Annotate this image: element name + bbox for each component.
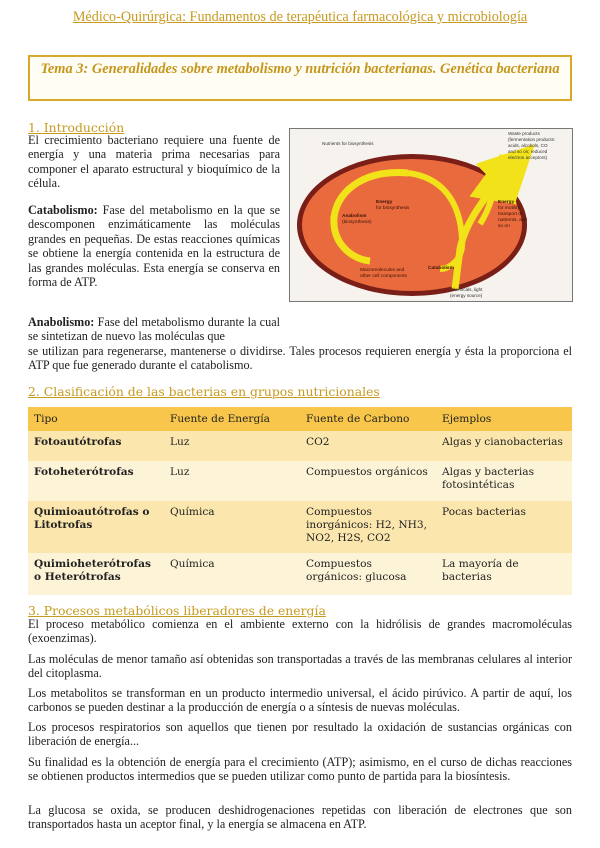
label-energy-motility-3: transport of bbox=[498, 212, 523, 217]
label-macromolecules-2: other cell components bbox=[360, 274, 407, 279]
process-paragraph-4: Los procesos respiratorios son aquellos que tienen por resultado la oxidación de sustancias orgánicas con liberación de energía... bbox=[28, 720, 572, 749]
section-heading-processes: 3. Procesos metabólicos liberadores de energía bbox=[28, 603, 326, 618]
cell-energia: Luz bbox=[164, 461, 300, 501]
cell-carbono: Compuestos inorgánicos: H2, NH3, NO2, H2S, CO2 bbox=[300, 501, 436, 553]
cell-carbono: Compuestos orgánicos: glucosa bbox=[300, 553, 436, 595]
cell-ejemplos: Algas y cianobacterias bbox=[436, 431, 572, 461]
table-header-row bbox=[28, 407, 572, 431]
label-chemicals-1: Chemicals, light bbox=[450, 287, 483, 292]
anabolism-continuation: se utilizan para regenerarse, mantenerse o dividirse. Tales procesos requieren energía y ésta la proporciona el ATP que fue generado durante el catabolismo. bbox=[28, 344, 572, 373]
catabolism-definition: Fase del metabolismo en la que se descomponen enzimáticamente las moléculas grandes en pequeñas. De estas reacciones químicas se obtiene la energía contenida en la estructura de las grandes moléculas. Esta energía se conserva en forma de ATP. bbox=[28, 203, 280, 289]
anabolism-paragraph bbox=[28, 315, 280, 344]
label-waste-3: acids, alcohols, CO bbox=[508, 143, 548, 148]
table-row bbox=[28, 553, 572, 595]
label-waste-4: and so on; reduced bbox=[508, 149, 548, 154]
label-nutrients: Nutrients for biosynthesis bbox=[322, 141, 374, 146]
nutritional-groups-table bbox=[28, 407, 572, 595]
process-paragraph-5: Su finalidad es la obtención de energía para el crecimiento (ATP); asimismo, en el curso de dichas reacciones se obtienen productos intermedios que se pueden utilizar como punto de partida para la biosíntesis. bbox=[28, 755, 572, 784]
cell-carbono: CO2 bbox=[300, 431, 436, 461]
metabolism-diagram bbox=[289, 128, 573, 302]
label-waste-2: (fermentation products: bbox=[508, 137, 556, 142]
cell-energia: Química bbox=[164, 553, 300, 595]
label-energy-bio-2: for biosynthesis bbox=[376, 206, 410, 211]
label-anabolism-1: Anabolism bbox=[342, 214, 367, 219]
process-paragraph-2: Las moléculas de menor tamaño así obtenidas son transportadas a través de las membranas celulares al interior del citoplasma. bbox=[28, 652, 572, 681]
catabolism-term: Catabolismo: bbox=[28, 203, 98, 217]
column-header-ejemplos: Ejemplos bbox=[436, 407, 572, 431]
topic-title-box: Tema 3: Generalidades sobre metabolismo y nutrición bacterianas. Genética bacteriana bbox=[28, 55, 572, 101]
label-macromolecules-1: Macromolecules and bbox=[360, 268, 405, 273]
label-anabolism-2: (biosynthesis) bbox=[342, 220, 372, 225]
cell-tipo: Fotoautótrofas bbox=[28, 431, 164, 461]
cell-ejemplos: La mayoría de bacterias bbox=[436, 553, 572, 595]
cell-tipo: Quimioheterótrofas o Heterótrofas bbox=[28, 553, 164, 595]
cell-energia: Química bbox=[164, 501, 300, 553]
column-header-tipo: Tipo bbox=[28, 407, 164, 431]
section-heading-introduction: 1. Introducción bbox=[28, 120, 125, 135]
label-chemicals-2: (energy source) bbox=[450, 293, 483, 298]
intro-paragraph: El crecimiento bacteriano requiere una fuente de energía y una materia prima necesarias para componer el aparato estructural y bioquímico de la célula. bbox=[28, 133, 280, 191]
table-row bbox=[28, 431, 572, 461]
process-paragraph-3: Los metabolitos se transforman en un producto intermedio universal, el ácido pirúvico. A partir de aquí, los carbonos se pueden destinar a la producción de energía o a síntesis de nuevas moléculas. bbox=[28, 686, 572, 715]
label-energy-motility-4: nutrients, and bbox=[498, 218, 528, 223]
column-header-energia: Fuente de Energía bbox=[164, 407, 300, 431]
section-heading-classification: 2. Clasificación de las bacterias en grupos nutricionales bbox=[28, 384, 380, 399]
process-paragraph-1: El proceso metabólico comienza en el ambiente externo con la hidrólisis de grandes macromoléculas (exoenzimas). bbox=[28, 617, 572, 646]
cell-energia: Luz bbox=[164, 431, 300, 461]
cell-tipo: Quimioautótrofas o Litotrofas bbox=[28, 501, 164, 553]
cell-ejemplos: Pocas bacterias bbox=[436, 501, 572, 553]
label-energy-motility-1: Energy bbox=[498, 200, 515, 205]
column-header-carbono: Fuente de Carbono bbox=[300, 407, 436, 431]
label-catabolism: Catabolism bbox=[428, 266, 454, 271]
label-energy-motility-2: for motility, bbox=[498, 206, 521, 211]
label-waste-5: electron acceptors) bbox=[508, 155, 548, 160]
anabolism-definition-part1: Fase del metabolismo durante la cual se sintetizan de nuevo las moléculas que bbox=[28, 315, 280, 344]
anabolism-term: Anabolismo: bbox=[28, 315, 95, 329]
document-title: Médico-Quirúrgica: Fundamentos de terapéutica farmacológica y microbiología bbox=[72, 9, 528, 25]
cell-ejemplos: Algas y bacterias fotosintéticas bbox=[436, 461, 572, 501]
table-row bbox=[28, 501, 572, 553]
cell-carbono: Compuestos orgánicos bbox=[300, 461, 436, 501]
label-energy-motility-5: so on bbox=[498, 224, 510, 229]
metabolism-diagram-svg bbox=[290, 129, 572, 301]
table-row bbox=[28, 461, 572, 501]
label-energy-bio-1: Energy bbox=[376, 200, 393, 205]
process-paragraph-6: La glucosa se oxida, se producen deshidrogenaciones repetidas con liberación de electrones que son transportados hasta un aceptor final, y la energía se almacena en ATP. bbox=[28, 803, 572, 832]
label-waste-1: Waste products bbox=[508, 131, 540, 136]
catabolism-paragraph bbox=[28, 203, 280, 289]
cell-tipo: Fotoheterótrofas bbox=[28, 461, 164, 501]
